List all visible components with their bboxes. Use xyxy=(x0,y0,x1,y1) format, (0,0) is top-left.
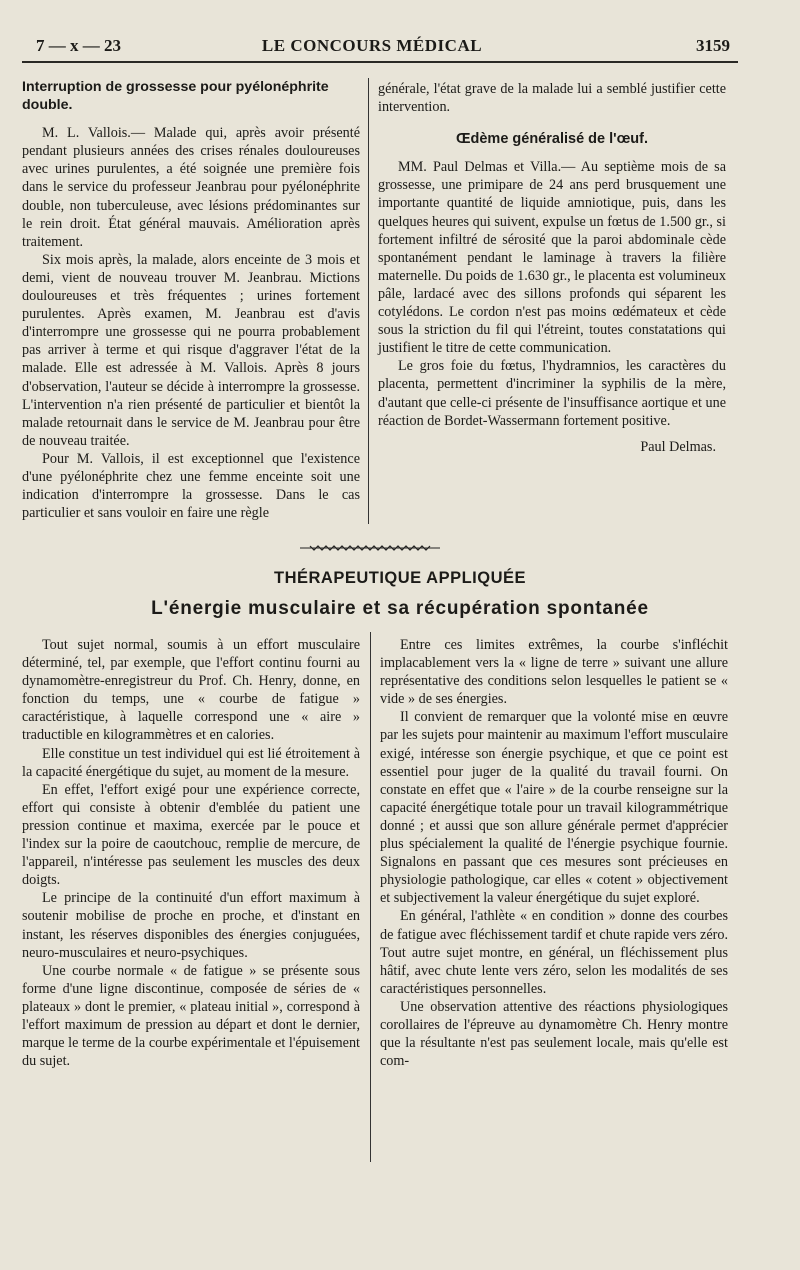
page-header xyxy=(28,34,730,58)
bottom-right-column xyxy=(380,636,728,1070)
top-left-paragraphs xyxy=(22,124,360,522)
article-title-oedeme: Œdème généralisé de l'œuf. xyxy=(456,131,648,148)
paragraph: Le principe de la continuité d'un effort maximum à soutenir mobilise de proche en proche, et d'instant en instant, les réserves disponibles des énergies conjuguées, neuro-musculaires et neuro-psychiques. xyxy=(22,890,360,961)
issue-reference: 7 — x — 23 xyxy=(36,36,121,55)
page-number: 3159 xyxy=(696,36,730,55)
paragraph: Il convient de remarquer que la volonté mise en œuvre par les sujets pour maintenir au maximum l'effort musculaire exigé, intéresse son énergie psychique, et que ce point est essentiel pour juger de la qualité du travail fourni. On constate en effet que « l'aire » de la courbe renseigne sur la capacité énergétique totale pour un travail kilogrammétrique donné ; et aussi que son allure générale permet d'apprécier plus spécialement la qualité de l'énergie psychique fournie. Signalons en passant que ces mesures sont précieuses en physiologie pathologique, car elles « cotent » objectivement et subjectivement la valeur énergétique du sujet exploré. xyxy=(380,709,728,907)
column-divider-bottom xyxy=(370,632,371,1162)
article-title-pyelonephrite: Interruption de grossesse pour pyélonéphrite double. xyxy=(22,79,329,114)
paragraph: Six mois après, la malade, alors enceinte de 3 mois et demi, vient de nouveau trouver M. Jeanbrau. Mictions douloureuses et très fréquentes ; urines fortement purulentes. Après examen, M. Jeanbrau est d'avis d'interrompre une grossesse qui ne pourra probablement pas arriver à terme et qui risque d'aggraver l'état de la malade. Elle est adressée à M. Vallois. Après 8 jours d'observation, l'auteur se décide à interrompre la grossesse. L'intervention n'a rien présenté de particulier et bientôt la malade retournait dans le service de M. Jeanbrau pour être de nouveau traitée. xyxy=(22,251,360,449)
top-right-continuation xyxy=(378,80,726,116)
bottom-left-column xyxy=(22,636,360,1070)
header-rule xyxy=(22,61,738,63)
paragraph: Pour M. Vallois, il est exceptionnel que l'existence d'une pyélonéphrite chez une femme enceinte soit une indication d'interrompre la grossesse. Dans le cas particulier et sans vouloir en faire une règle xyxy=(22,450,360,522)
paragraph: générale, l'état grave de la malade lui a semblé justifier cette intervention. xyxy=(378,81,726,116)
bottom-left-paragraphs xyxy=(22,636,360,1070)
paragraph: Entre ces limites extrêmes, la courbe s'infléchit implacablement vers la « ligne de terre » suivant une allure représentative des conditions selon lesquelles le patient se « vide » de ses énergies. xyxy=(380,637,728,708)
paragraph: Le gros foie du fœtus, l'hydramnios, les caractères du placenta, permettent d'incriminer la syphilis de la mère, d'autant que celle-ci présente de l'insuffisance aortique et une réaction de Bordet-Wassermann fortement positive. xyxy=(378,358,726,429)
paragraph: En général, l'athlète « en condition » donne des courbes de fatigue avec fléchissement tardif et chute rapide vers zéro. Tout autre sujet montre, en général, un fléchissement plus hâtif, avec chute lente vers zéro, selon les modalités de ses caractéristiques personnelles. xyxy=(380,908,728,997)
top-left-column xyxy=(22,78,360,522)
paragraph: Une observation attentive des réactions physiologiques corollaires de l'épreuve au dynamomètre Ch. Henry montre que la résultante n'est pas seulement locale, mais qu'elle est com- xyxy=(380,998,728,1070)
top-right-paragraphs xyxy=(378,158,726,429)
paragraph: Elle constitue un test individuel qui est lié étroitement à la capacité énergétique du sujet, au moment de la mesure. xyxy=(22,745,360,780)
journal-title: LE CONCOURS MÉDICAL xyxy=(261,36,483,55)
paragraph: M. L. Vallois.— Malade qui, après avoir présenté pendant plusieurs années des crises rénales douloureuses avec urines purulentes, a été soignée une première fois dans le service du professeur Jeanbrau pour pyélonéphrite double, non tuberculeuse, avec lésions prédominantes sur le rein droit. État général mauvais. Amélioration après traitement. xyxy=(22,125,360,250)
section-title: THÉRAPEUTIQUE APPLIQUÉE xyxy=(274,569,526,587)
paragraph: MM. Paul Delmas et Villa.— Au septième mois de sa grossesse, une primipare de 24 ans perd brusquement une importante quantité de liquide amniotique, puis, dans les quelques heures qui suivent, expulse un fœtus de 1.500 gr., si fortement infiltré de sérosité que la paroi abdominale cède spontanément pendant le laminage à travers la filière maternelle. Du poids de 1.630 gr., le placenta est volumineux pâle, lardacé avec des sillons profonds qui séparent les cotylédons. Le cordon n'est pas moins œdémateux et cède sous la striction du fil qui l'étreint, toutes constatations qui justifient le titre de cette communication. xyxy=(378,159,726,357)
section-subtitle: L'énergie musculaire et sa récupération spontanée xyxy=(151,598,649,619)
paragraph: Tout sujet normal, soumis à un effort musculaire déterminé, tel, par exemple, que l'effort continu fourni au dynamomètre-enregistreur du Prof. Ch. Henry, donne, en fonction du temps, une « courbe de fatigue » caractéristique, à laquelle correspond une « aire » traductible en kilogrammètres et en calories. xyxy=(22,637,360,744)
section-ornament xyxy=(300,544,440,552)
paragraph: Une courbe normale « de fatigue » se présente sous forme d'une ligne discontinue, composée de séries de « plateaux » dont le premier, « plateau initial », correspond à l'effort maximum de pression au départ et dont le dernier, marque le terme de la courbe expérimentale et l'épuisement du sujet. xyxy=(22,962,360,1070)
paragraph: En effet, l'effort exigé pour une expérience correcte, effort qui consiste à obtenir d'emblée du patient une pression continue et maxima, exercée par le pouce et l'index sur la poire de caoutchouc, remplie de mercure, de l'appareil, n'intéresse pas seulement les muscles des deux doigts. xyxy=(22,781,360,889)
bottom-right-paragraphs xyxy=(380,636,728,1070)
top-right-column xyxy=(378,80,726,456)
column-divider-top xyxy=(368,78,369,524)
signature: Paul Delmas. xyxy=(640,438,716,455)
